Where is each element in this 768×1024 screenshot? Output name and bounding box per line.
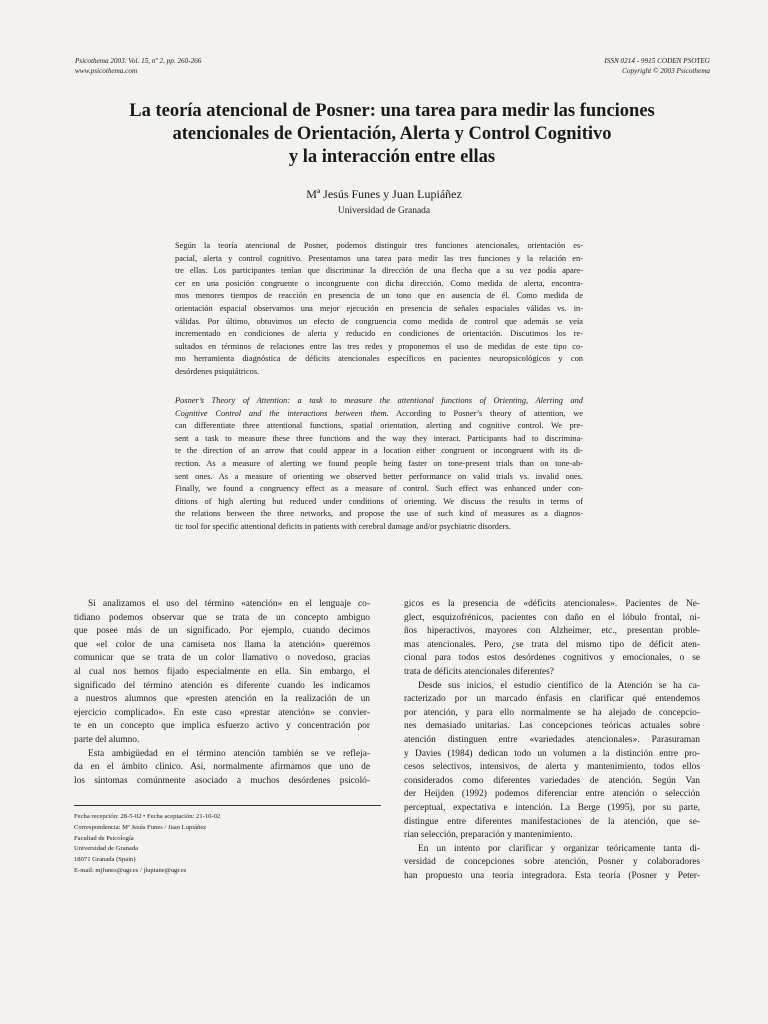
body-line: trata de déficits atencionales diferentes? (404, 666, 554, 677)
body-line: considerados como diferentes variedades de atención. Según Van (404, 775, 700, 786)
body-line: perceptual, expectativa e intención. La Berge (1995), por su parte, (404, 802, 700, 813)
body-line: da en el ámbito clínico. Así, normalmente afirmamos que uno de (74, 762, 370, 773)
body-line: En un intento por clarificar y organizar teóricamente tanta di- (418, 843, 700, 854)
body-line: glect, esquizofrénicos, pacientes con daño en el lóbulo frontal, ni- (404, 612, 700, 623)
abstract-line (175, 408, 583, 421)
abstract-line: te the direction of an arrow that could appear in a location either congruent or incongruent with its di- (175, 446, 583, 456)
abstract-line: Según la teoría atencional de Posner, podemos distinguir tres funciones atencionales, orientación es- (175, 241, 583, 250)
body-line: parte del alumno. (74, 734, 140, 745)
body-line: tidiano podemos observar que se trata de un concepto ambiguo (74, 612, 370, 623)
body-line: Desde sus inicios, el estudio científico de la Atención se ha ca- (418, 680, 700, 691)
correspondence-footnote (74, 812, 220, 877)
abstract-line: pacial, alerta y control cognitivo. Presentamos una tarea para medir las tres funciones y la relación en- (175, 253, 583, 263)
abstract-line: sent ones. As a measure of orienting we observed better performance on valid trials vs. invalid ones. (175, 471, 583, 481)
journal-header-left (75, 56, 201, 76)
body-line: cional para todos estos desórdenes cognitivos y emocionales, o se (404, 653, 700, 664)
footnote-line: Universidad de Granada (74, 845, 139, 853)
body-line: nes demasiado unitarias. Las concepciones teóricas actuales sobre (404, 721, 700, 732)
body-line: mas atencionales. Pero, ¿se trata del mismo tipo de déficit aten- (404, 639, 700, 650)
footnote-email[interactable]: E-mail: mjfunes@ugr.es / jlupiane@ugr.es (74, 866, 187, 874)
body-column-right (404, 598, 700, 883)
abstract-line: Finally, we found a congruency effect as a measure of control. Such effect was enhanced under con- (175, 484, 583, 494)
journal-citation: Psicothema 2003. Vol. 15, nº 2, pp. 260-266 (75, 57, 202, 65)
abstract-line: orientación espacial observamos una mejor ejecución en presencia de señales espaciales válidas vs. in- (175, 303, 583, 313)
body-line: han propuesto una teoría integradora. Esta teoría (Posner y Peter- (404, 870, 700, 881)
body-line: versidad de concepciones sobre atención, Posner y colaboradores (404, 857, 700, 868)
abstract-line: sultados en términos de relaciones entre las tres redes y proponemos el uso de medidas de este tipo co- (175, 341, 583, 351)
abstract-english-title: Posner’s Theory of Attention: a task to measure the attentional functions of Orienting, Alerting and (175, 396, 583, 405)
journal-copyright: Copyright © 2003 Psicothema (622, 67, 710, 75)
abstract-line: rection. As a measure of alerting we found people being faster on tone-present trials than on tone-ab- (175, 458, 583, 468)
footnote-line: 18071 Granada (Spain) (74, 856, 136, 864)
body-line: a nuestros alumnos que «presten atención en la realización de un (74, 694, 370, 705)
body-line: Esta ambigüedad en el término atención también se ve refleja- (88, 748, 370, 759)
title-line: atencionales de Orientación, Alerta y Control Cognitivo (172, 124, 612, 144)
abstract-english (175, 395, 583, 534)
body-line: ños hiperactivos, mayores con Alzheimer, etc., presentan proble- (404, 626, 700, 637)
body-line: que «el color de una camiseta nos llama la atención» queremos (74, 639, 370, 650)
abstract-line: cer en una posición congruente o incongruente con dicha dirección. Como medida de alerta, encontra- (175, 278, 583, 288)
body-column-left (74, 598, 370, 788)
body-line: los síntomas comúnmente asociado a muchos desórdenes psicoló- (74, 775, 370, 786)
abstract-line: tic tool for specific attentional deficits in patients with cerebral damage and/or psychiatric disorders. (175, 521, 511, 531)
title-line: y la interacción entre ellas (288, 147, 496, 167)
abstract-line: ditions of high alerting but reduced under conditions of orienting. We discuss the results in terms of (175, 496, 583, 506)
abstract-line: mo herramienta diagnóstica de déficits atencionales específicos en pacientes neuropsicológicos y con (175, 354, 583, 364)
article-title (60, 100, 724, 169)
article-affiliation: Universidad de Granada (337, 206, 431, 216)
body-line: ejercicio complicado». En este caso «prestar atención» se convier- (74, 707, 370, 718)
journal-issn: ISSN 0214 - 9915 CODEN PSOTEG (604, 57, 710, 65)
body-line: atención distinguen entre «variedades atencionales». Parasuraman (404, 734, 700, 745)
body-line: der Heijden (1992) podemos diferenciar entre atención o selección (404, 789, 700, 800)
journal-website: www.psicothema.com (75, 67, 138, 75)
footnote-divider (74, 805, 381, 806)
abstract-line: tre ellas. Los participantes tenían que discriminar la dirección de una flecha que a su vez podía apare- (175, 266, 583, 276)
body-line: Si analizamos el uso del término «atención» en el lenguaje co- (88, 599, 370, 609)
abstract-spanish (175, 240, 583, 379)
title-line: La teoría atencional de Posner: una tarea para medir las funciones (129, 101, 655, 121)
journal-header-right (604, 56, 710, 76)
abstract-line: mos menores tiempos de reacción en presencia de un tono que en ausencia de él. Como medida de (175, 291, 583, 301)
body-line: distingue entre diferentes manifestaciones de la atención, que se- (404, 816, 700, 827)
body-line: cesos selectivos, intensivos, de alerta y mantenimiento, todos ellos (404, 762, 700, 773)
body-line: por atención, y para ello normalmente se ha alejado de concepcio- (404, 707, 700, 718)
body-line: rían selección, preparación y mantenimiento. (404, 830, 573, 841)
abstract-line: can differentiate three attentional functions, spatial orientation, alerting and cognitive control. We pre- (175, 421, 583, 431)
body-line: te en un concepto que implica esfuerzo activo y concentración por (74, 721, 370, 732)
abstract-english-title-end: Cognitive Control and the interactions between them. (175, 408, 389, 418)
body-line: racterizado por un marcado énfasis en clarificar qué entendemos (404, 694, 700, 705)
body-line: comunicar que se trata de un color llamativo o novedoso, gracias (74, 653, 370, 664)
abstract-line: desórdenes psiquiátricos. (175, 366, 260, 376)
abstract-line: incrementado en condiciones de alerta y reducido en condiciones de orientación. Discutimos los re- (175, 329, 583, 339)
body-line: que posee más de un significado. Por ejemplo, cuando decimos (74, 626, 370, 637)
footnote-line: Fecha recepción: 28-5-02 • Fecha aceptación: 21-10-02 (74, 813, 221, 820)
body-line: al cual nos hemos fijado especialmente en ella. Sin embargo, el (74, 666, 370, 677)
article-authors: Mª Jesús Funes y Juan Lupiáñez (306, 187, 462, 201)
abstract-line-text: According to Posner’s theory of attention, we (388, 408, 583, 418)
abstract-line: válidas. Por último, obtuvimos un efecto de congruencia como medida de control que además se veía (175, 316, 583, 326)
footnote-line: Facultad de Psicología (74, 834, 134, 842)
body-line: significado del término atención es diferente cuando les indicamos (74, 680, 370, 691)
abstract-line: the relations between the three networks, and propose the use of such kind of measures as a diagnos- (175, 509, 583, 519)
abstract-line: sent a task to measure these three functions and the way they interact. Participants had to discrimina- (175, 433, 583, 443)
footnote-line: Correspondencia: Mª Jesús Funes / Juan Lupiáñez (74, 823, 207, 831)
body-line: y Davies (1984) dedican todo un volumen a la distinción entre pro- (404, 748, 700, 759)
body-line: gicos es la presencia de «déficits atencionales». Pacientes de Ne- (404, 599, 700, 609)
